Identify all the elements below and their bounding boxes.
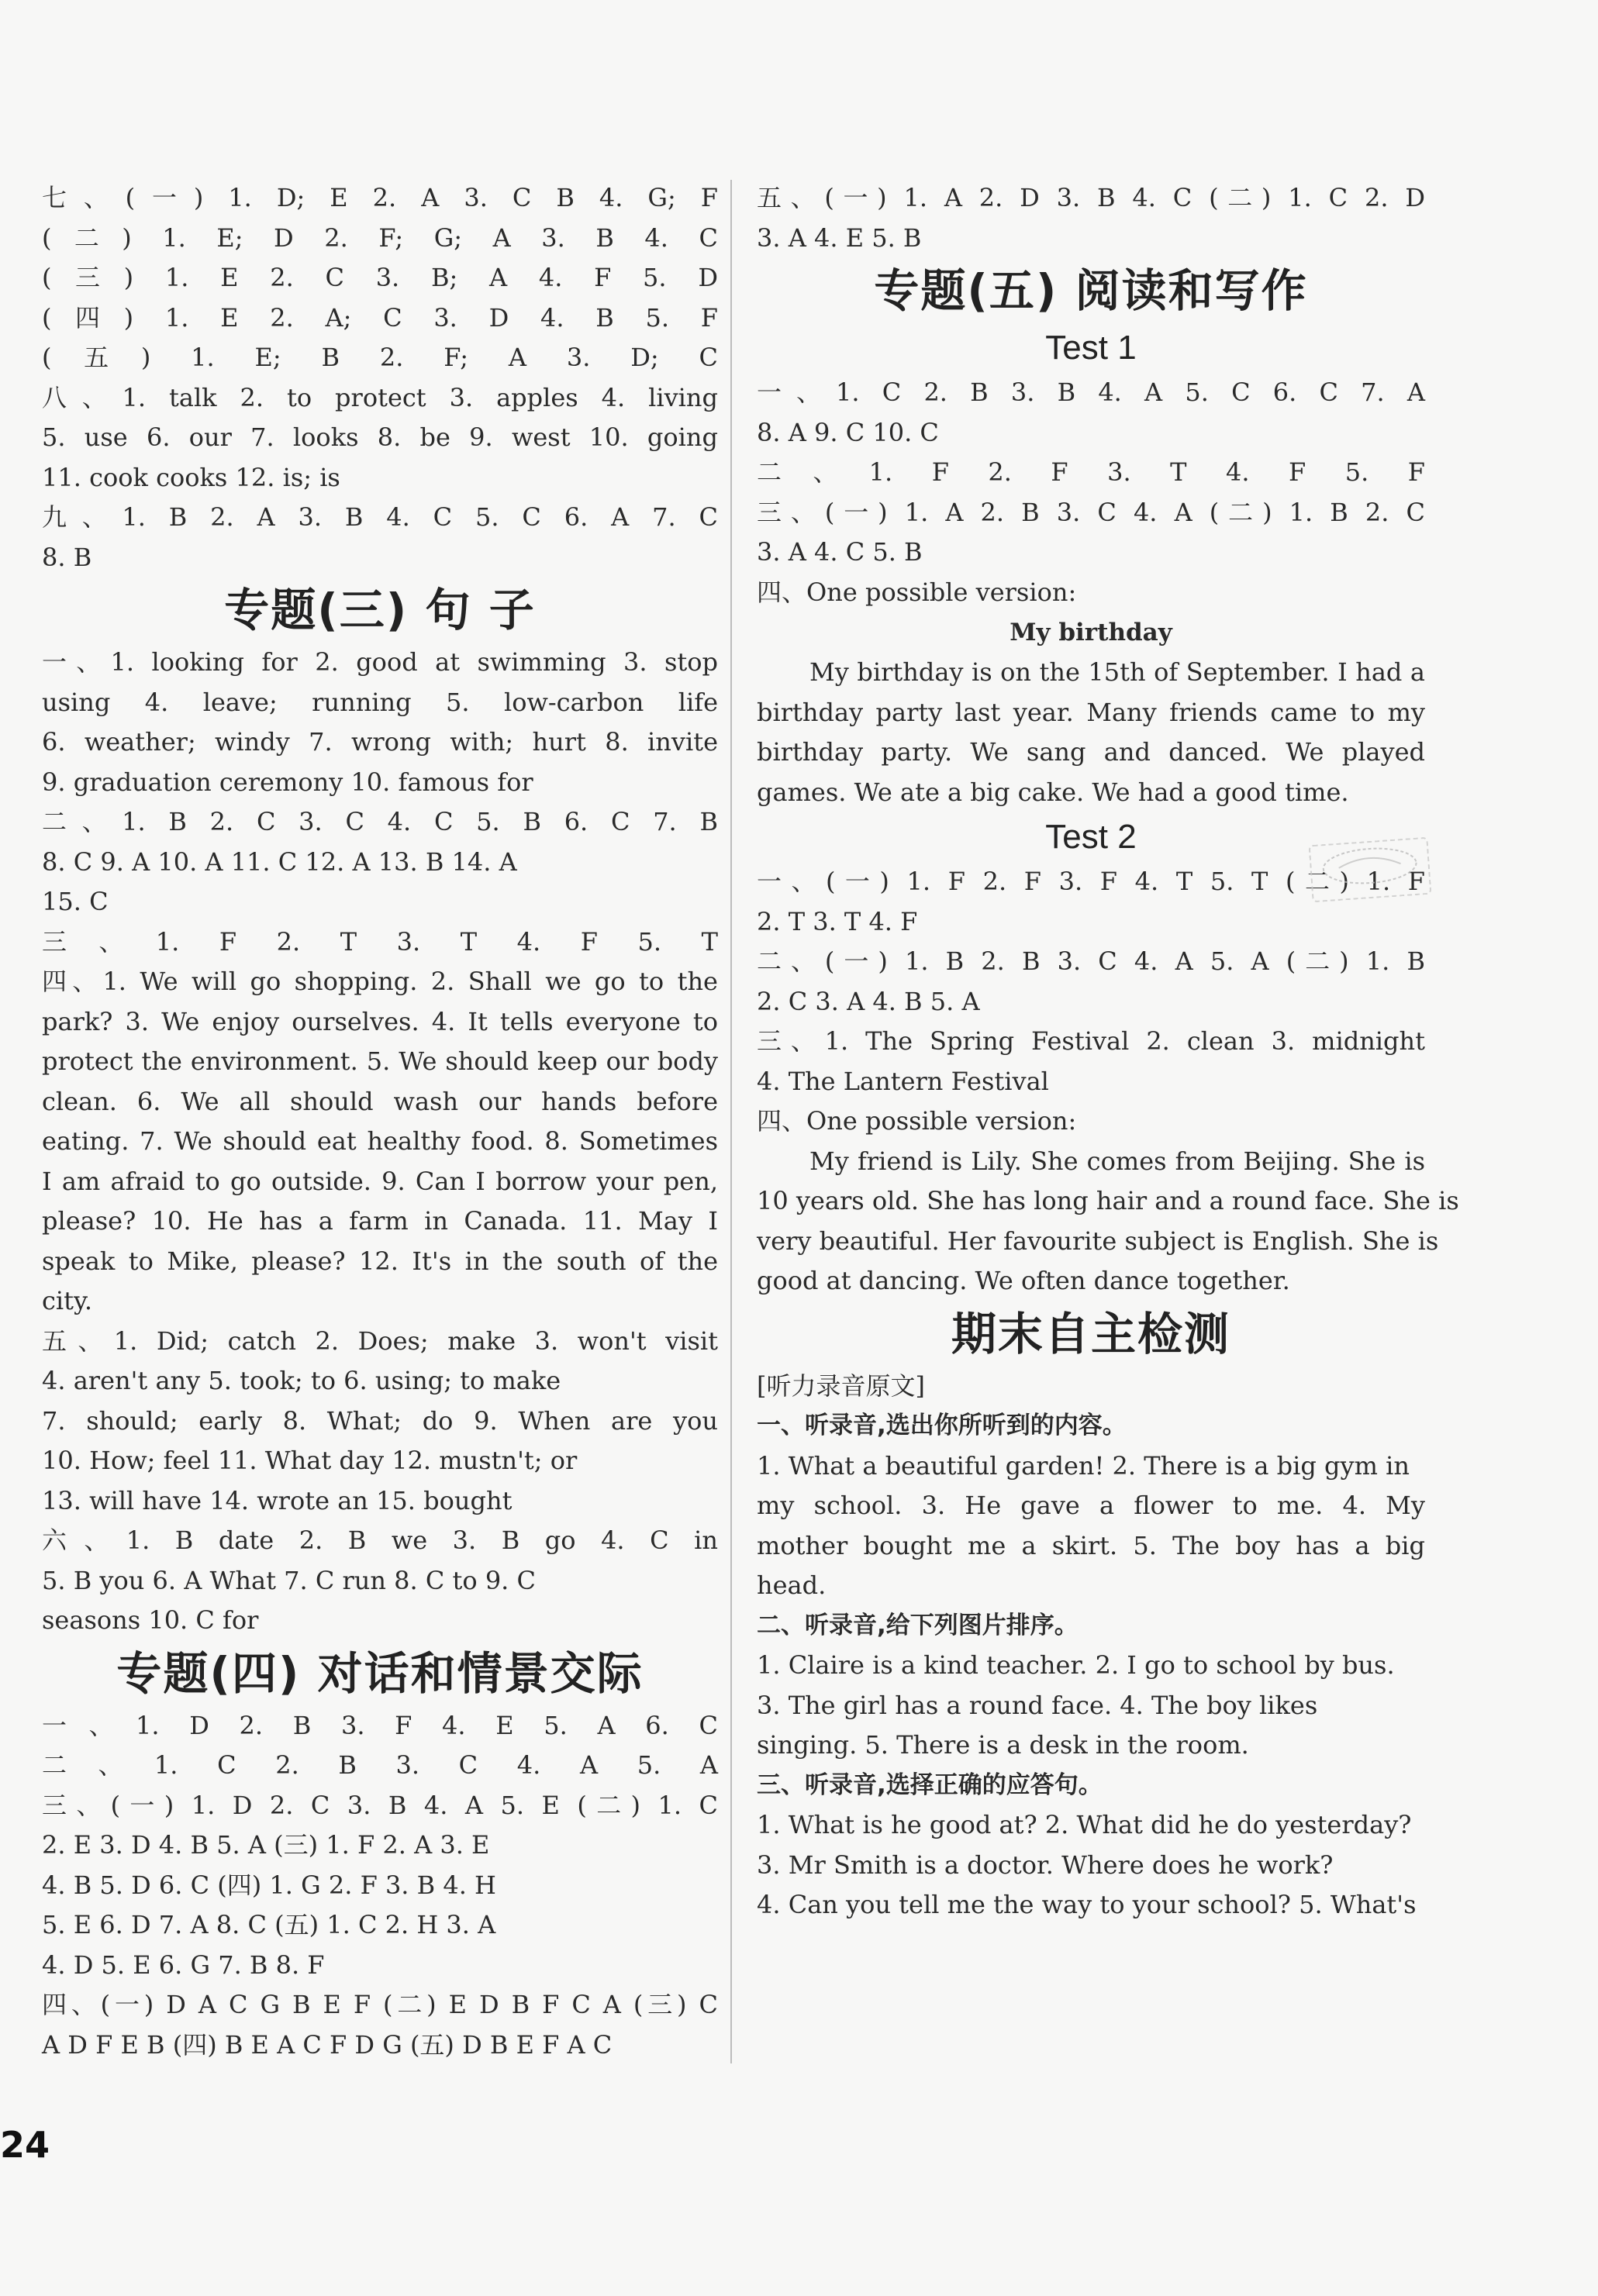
answer-line: 3. Mr Smith is a doctor. Where does he work? xyxy=(757,1850,1334,1880)
answer-line: 15. C xyxy=(42,887,109,916)
answer-line: 四、One possible version: xyxy=(757,577,1077,607)
answer-line: 5. use 6. our 7. looks 8. be 9. west 10. going xyxy=(42,422,718,452)
answer-line: 4. The Lantern Festival xyxy=(757,1066,1049,1096)
answer-line: 8. C 9. A 10. A 11. C 12. A 13. B 14. A xyxy=(42,846,517,877)
answer-line: 三、(一) 1. A 2. B 3. C 4. A (二) 1. B 2. C xyxy=(757,497,1425,527)
answer-line: 一、(一) 1. F 2. F 3. F 4. T 5. T (二) 1. F xyxy=(757,867,1425,896)
answer-line: 一、1. looking for 2. good at swimming 3. stop xyxy=(42,647,718,677)
answer-line: 5. B you 6. A What 7. C run 8. C to 9. C xyxy=(42,1565,536,1595)
answer-line: 二、1. B 2. C 3. C 4. C 5. B 6. C 7. B xyxy=(42,807,718,836)
section-heading: 期末自主检测 xyxy=(951,1307,1230,1360)
answer-line: 4. Can you tell me the way to your school? 5. What's xyxy=(757,1890,1417,1919)
answer-line: 二、1. C 2. B 3. C 4. A 5. A xyxy=(42,1750,718,1780)
answer-line: birthday party. We sang and danced. We played xyxy=(757,737,1425,767)
answer-line: 四、(一) D A C G B E F (二) E D B F C A (三) C xyxy=(42,1990,718,2019)
answer-line: 3. A 4. C 5. B xyxy=(757,537,923,567)
answer-line: I am afraid to go outside. 9. Can I borrow your pen, xyxy=(42,1166,718,1196)
answer-line: seasons 10. C for xyxy=(42,1605,259,1635)
answer-line: 6. weather; windy 7. wrong with; hurt 8. invite xyxy=(42,727,718,757)
answer-line: 3. A 4. E 5. B xyxy=(757,222,922,253)
listening-section-title: 二、听录音,给下列图片排序。 xyxy=(757,1611,1079,1639)
answer-line: using 4. leave; running 5. low-carbon life xyxy=(42,687,718,717)
answer-line: 四、One possible version: xyxy=(757,1106,1077,1136)
column-divider xyxy=(730,180,732,2063)
answer-line: (三) 1. E 2. C 3. B; A 4. F 5. D xyxy=(42,263,718,292)
answer-line: singing. 5. There is a desk in the room. xyxy=(757,1730,1249,1760)
answer-line: 11. cook cooks 12. is; is xyxy=(42,462,340,492)
answer-line: 二、(一) 1. B 2. B 3. C 4. A 5. A (二) 1. B xyxy=(757,946,1425,976)
listening-section-title: 三、听录音,选择正确的应答句。 xyxy=(757,1770,1103,1799)
answer-line: 1. Claire is a kind teacher. 2. I go to school by bus. xyxy=(757,1650,1395,1680)
answer-line: speak to Mike, please? 12. It's in the south of the xyxy=(42,1246,718,1276)
answer-line: head. xyxy=(757,1570,827,1600)
answer-line: very beautiful. Her favourite subject is English. She is xyxy=(757,1226,1439,1256)
answer-line: eating. 7. We should eat healthy food. 8. Sometimes xyxy=(42,1126,718,1156)
answer-line: protect the environment. 5. We should keep our body xyxy=(42,1046,718,1076)
essay-title: My birthday xyxy=(1010,619,1172,646)
left-column xyxy=(42,178,718,2065)
watermark-stamp xyxy=(1309,837,1432,903)
right-column xyxy=(757,178,1459,1925)
answer-line: 8. B xyxy=(42,542,92,572)
answer-line: (二) 1. E; D 2. F; G; A 3. B 4. C xyxy=(42,222,718,253)
test-heading: Test 1 xyxy=(1045,329,1137,367)
answer-line: 8. A 9. C 10. C xyxy=(757,417,939,447)
answer-line: 10. How; feel 11. What day 12. mustn't; or xyxy=(42,1446,578,1475)
answer-line: 二、1. F 2. F 3. T 4. F 5. F xyxy=(757,457,1425,487)
answer-line: 9. graduation ceremony 10. famous for xyxy=(42,767,533,797)
answer-line: clean. 6. We all should wash our hands before xyxy=(42,1086,718,1116)
answer-line: my school. 3. He gave a flower to me. 4. My xyxy=(757,1491,1425,1520)
answer-line: 4. D 5. E 6. G 7. B 8. F xyxy=(42,1950,325,1980)
answer-line: 四、1. We will go shopping. 2. Shall we go to the xyxy=(42,967,718,996)
answer-line: city. xyxy=(42,1286,93,1315)
answer-line: 六、1. B date 2. B we 3. B go 4. C in xyxy=(42,1525,718,1555)
answer-line: 1. What a beautiful garden! 2. There is a big gym in xyxy=(757,1450,1410,1481)
answer-line: A D F E B (四) B E A C F D G (五) D B E F A C xyxy=(42,2029,613,2060)
answer-line: 1. What is he good at? 2. What did he do yesterday? xyxy=(757,1810,1412,1839)
answer-line: (五) 1. E; B 2. F; A 3. D; C xyxy=(42,343,718,372)
answer-line: 九、1. B 2. A 3. B 4. C 5. C 6. A 7. C xyxy=(42,502,718,532)
answer-line: 五、1. Did; catch 2. Does; make 3. won't visit xyxy=(42,1326,718,1356)
section-heading: 专题(五) 阅读和写作 xyxy=(874,264,1308,317)
section-heading: 专题(三) 句 子 xyxy=(224,584,536,636)
answer-line: 五、(一) 1. A 2. D 3. B 4. C (二) 1. C 2. D xyxy=(757,183,1425,212)
answer-line: birthday party last year. Many friends came to my xyxy=(757,697,1425,727)
page-number: 24 xyxy=(0,2124,50,2166)
answer-line: 13. will have 14. wrote an 15. bought xyxy=(42,1485,513,1515)
answer-line: [听力录音原文] xyxy=(757,1370,925,1401)
answer-line: 4. B 5. D 6. C (四) 1. G 2. F 3. B 4. H xyxy=(42,1870,496,1900)
listening-section-title: 一、听录音,选出你所听到的内容。 xyxy=(757,1412,1127,1439)
stamp-graphic xyxy=(1314,839,1426,893)
answer-line: 三、(一) 1. D 2. C 3. B 4. A 5. E (二) 1. C xyxy=(42,1790,718,1820)
answer-line: 三、1. The Spring Festival 2. clean 3. midnight xyxy=(757,1026,1425,1056)
answer-line: 3. The girl has a round face. 4. The boy likes xyxy=(757,1690,1318,1720)
answer-line: games. We ate a big cake. We had a good time. xyxy=(757,777,1349,807)
section-heading: 专题(四) 对话和情景交际 xyxy=(116,1646,644,1700)
answer-line: good at dancing. We often dance together. xyxy=(757,1266,1290,1295)
answer-line: 7. should; early 8. What; do 9. When are you xyxy=(42,1405,718,1436)
answer-line: park? 3. We enjoy ourselves. 4. It tells everyone to xyxy=(42,1006,718,1036)
answer-line: 4. aren't any 5. took; to 6. using; to make xyxy=(42,1366,561,1395)
answer-line: 2. E 3. D 4. B 5. A (三) 1. F 2. A 3. E xyxy=(42,1830,490,1860)
paragraph-first-line: My birthday is on the 15th of September. I had a xyxy=(809,657,1425,687)
answer-line: (四) 1. E 2. A; C 3. D 4. B 5. F xyxy=(42,302,718,333)
answer-line: 七、(一) 1. D; E 2. A 3. C B 4. G; F xyxy=(42,183,718,212)
answer-line: 一、1. D 2. B 3. F 4. E 5. A 6. C xyxy=(42,1710,718,1740)
answer-line: 八、1. talk 2. to protect 3. apples 4. living xyxy=(42,382,718,412)
answer-line: 5. E 6. D 7. A 8. C (五) 1. C 2. H 3. A xyxy=(42,1910,496,1939)
answer-line: please? 10. He has a farm in Canada. 11. May I xyxy=(42,1206,718,1236)
answer-line: mother bought me a skirt. 5. The boy has a big xyxy=(757,1530,1425,1560)
answer-line: 2. C 3. A 4. B 5. A xyxy=(757,986,980,1016)
answer-line: 一、1. C 2. B 3. B 4. A 5. C 6. C 7. A xyxy=(757,377,1425,407)
answer-line: 2. T 3. T 4. F xyxy=(757,906,918,936)
paragraph-first-line: My friend is Lily. She comes from Beijing. She is xyxy=(809,1146,1425,1176)
answer-line: 三、1. F 2. T 3. T 4. F 5. T xyxy=(42,926,718,957)
answer-line: 10 years old. She has long hair and a round face. She is xyxy=(757,1186,1459,1215)
test-heading: Test 2 xyxy=(1045,818,1137,856)
